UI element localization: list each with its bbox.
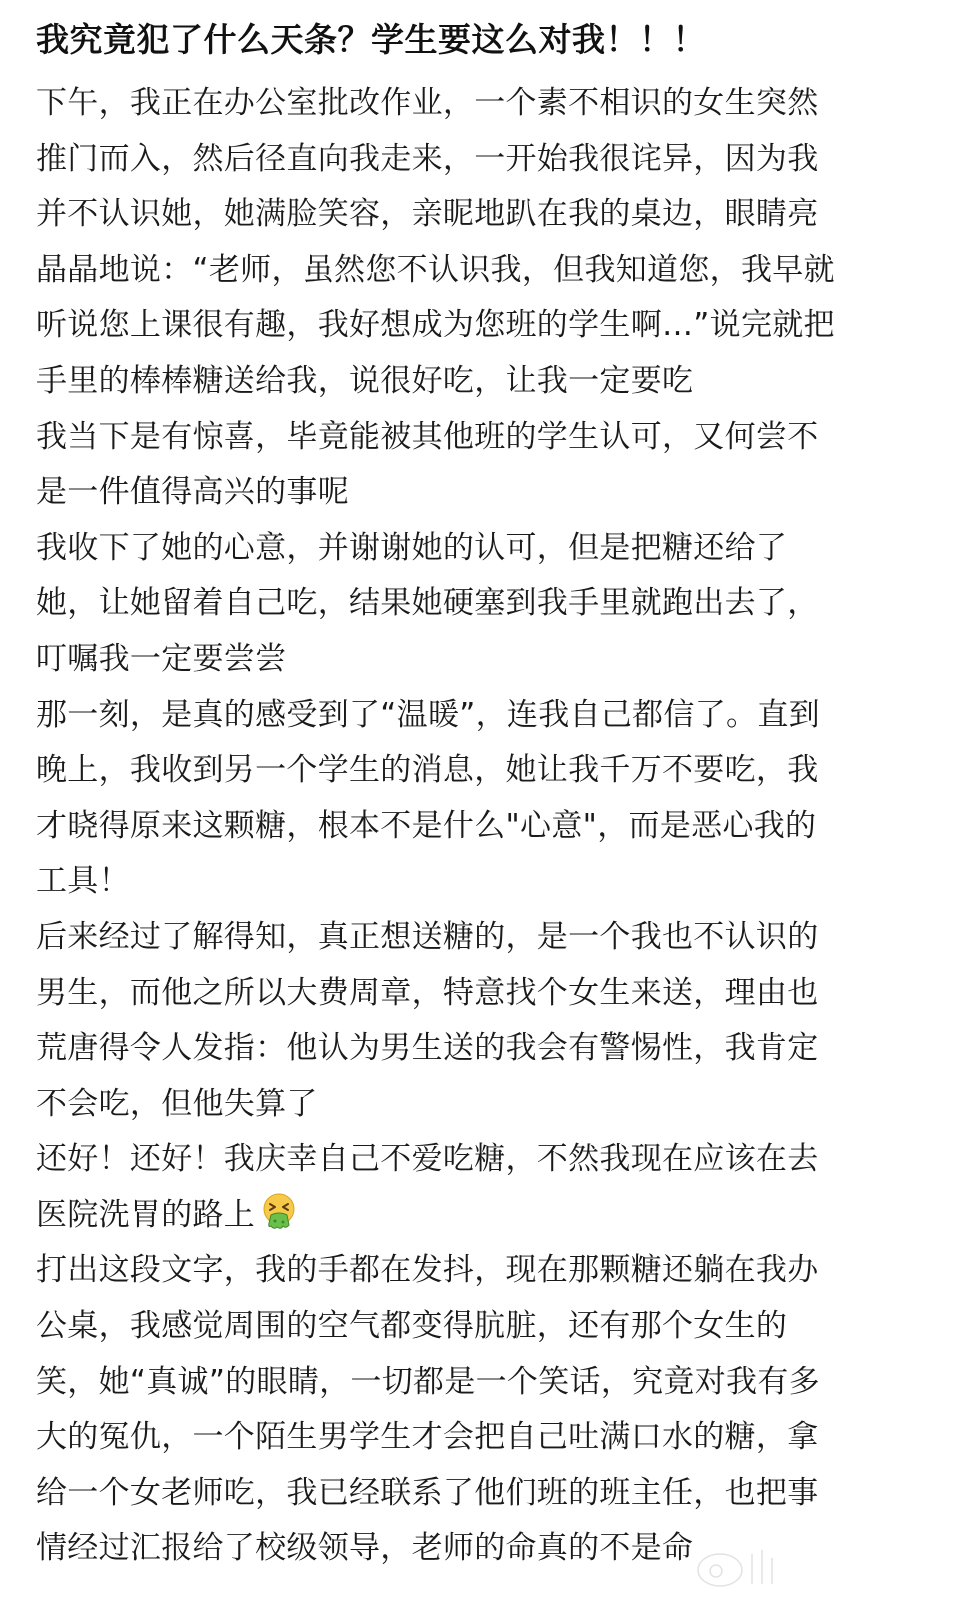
post-line: 那一刻，是真的感受到了“温暖”，连我自己都信了。直到 (36, 696, 820, 733)
post-line: 大的冤仇，一个陌生男学生才会把自己吐满口水的糖，拿 (36, 1419, 819, 1456)
post-line: 还好！还好！我庆幸自己不爱吃糖，不然我现在应该在去 (36, 1141, 819, 1178)
post-line: 晚上，我收到另一个学生的消息，她让我千万不要吃，我 (36, 752, 819, 789)
post-line: 笑，她“真诚”的眼睛，一切都是一个笑话，究竟对我有多 (36, 1363, 820, 1400)
post-line: 公桌，我感觉周围的空气都变得肮脏，还有那个女生的 (36, 1308, 788, 1345)
post-line: 推门而入，然后径直向我走来，一开始我很诧异，因为我 (36, 140, 819, 177)
post-line: 才晓得原来这颗糖，根本不是什么"心意"，而是恶心我的 (36, 807, 817, 844)
post-line: 是一件值得高兴的事呢 (36, 474, 349, 511)
post-line: 我当下是有惊喜，毕竟能被其他班的学生认可，又何尝不 (36, 418, 819, 455)
post-line: 手里的棒棒糖送给我，说很好吃，让我一定要吃 (36, 362, 694, 399)
post-line: 下午，我正在办公室批改作业，一个素不相识的女生突然 (36, 85, 819, 121)
post-line: 给一个女老师吃，我已经联系了他们班的班主任，也把事 (36, 1474, 819, 1511)
post-line: 后来经过了解得知，真正想送糖的，是一个我也不认识的 (36, 918, 819, 955)
post-line: 并不认识她，她满脸笑容，亲昵地趴在我的桌边，眼睛亮 (36, 196, 819, 233)
post-line: 情经过汇报给了校级领导，老师的命真的不是命 (36, 1530, 694, 1567)
post-line: 工具！ (36, 863, 130, 900)
post-title: 我究竟犯了什么天条？学生要这么对我！！！ (36, 20, 706, 59)
post-line: 不会吃，但他失算了 (36, 1085, 318, 1122)
post-line: 男生，而他之所以大费周章，特意找个女生来送，理由也 (36, 974, 819, 1011)
post-line: 叮嘱我一定要尝尝 (36, 640, 287, 677)
post-line: 我收下了她的心意，并谢谢她的认可，但是把糖还给了 (36, 529, 788, 566)
post-line: 晶晶地说：“老师，虽然您不认识我，但我知道您，我早就 (36, 251, 835, 288)
post-line-text: 医院洗胃的路上 (36, 1196, 256, 1233)
watermark-logo-icon (690, 1540, 810, 1596)
vomiting-face-icon (259, 1191, 299, 1231)
post-line: 荒唐得令人发指：他认为男生送的我会有警惕性，我肯定 (36, 1030, 819, 1067)
post-line: 她，让她留着自己吃，结果她硬塞到我手里就跑出去了， (36, 585, 819, 622)
post-line: 听说您上课很有趣，我好想成为您班的学生啊…”说完就把 (36, 307, 835, 344)
post-line: 打出这段文字，我的手都在发抖，现在那颗糖还躺在我办 (36, 1252, 819, 1289)
post-line-with-emoji (36, 1188, 916, 1244)
post-container (36, 12, 916, 1577)
